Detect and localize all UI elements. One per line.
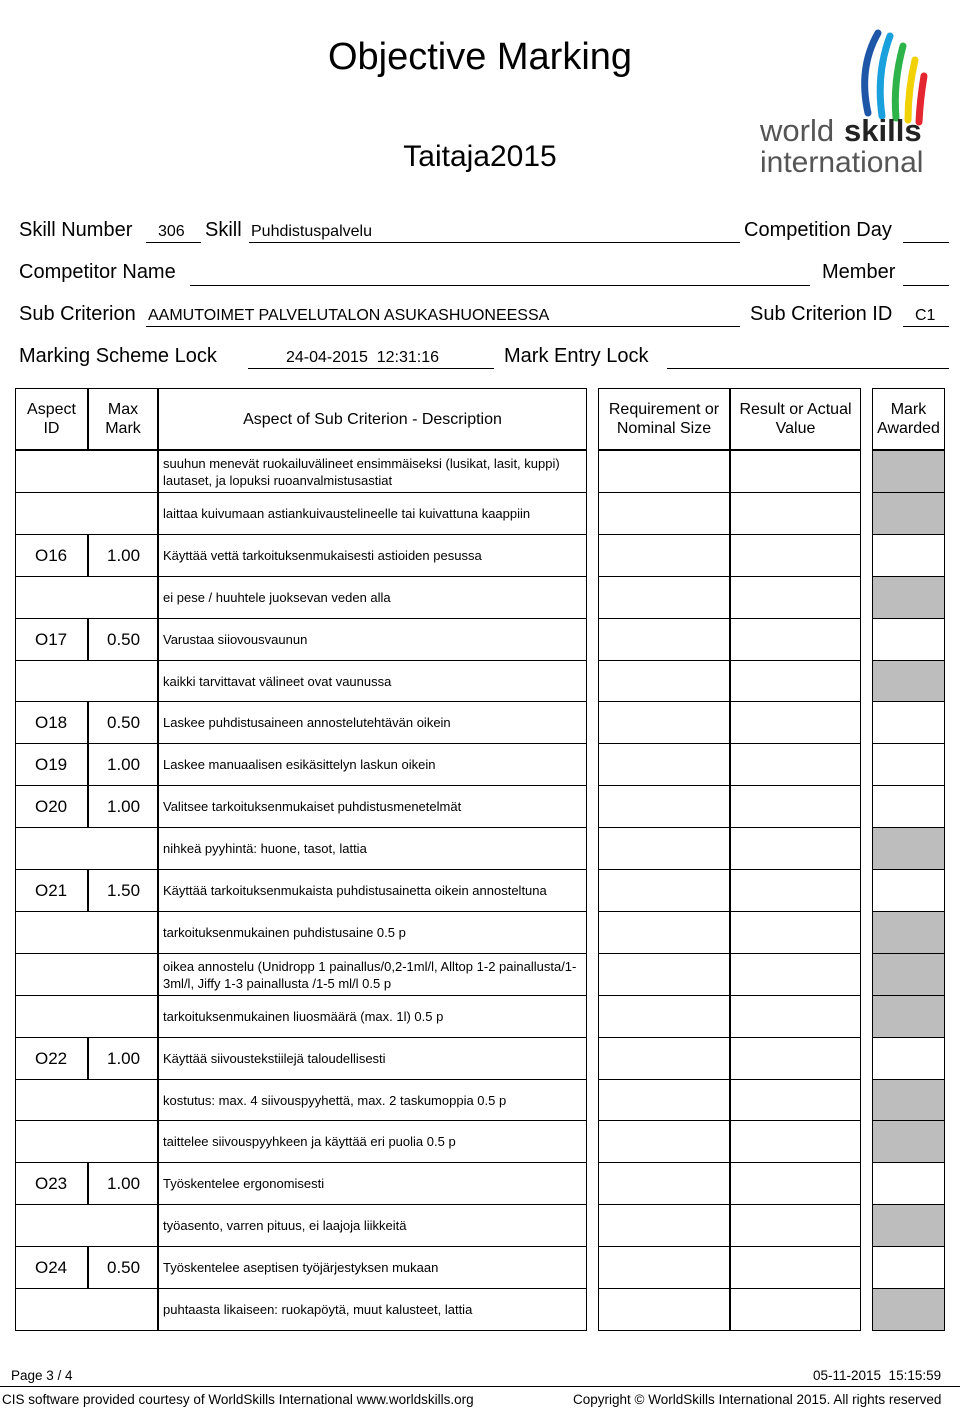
description-text: Käyttää vettä tarkoituksenmukaisesti astioiden pesussa xyxy=(163,548,482,563)
max-mark: 1.00 xyxy=(107,1049,141,1068)
requirement-cell[interactable] xyxy=(598,576,730,619)
result-cell[interactable] xyxy=(730,450,861,493)
max-mark-cell xyxy=(88,743,158,786)
aspect-id-cell xyxy=(15,995,88,1038)
aspect-id-cell xyxy=(15,492,88,535)
max-mark: 1.00 xyxy=(107,797,141,816)
requirement-cell[interactable] xyxy=(598,450,730,493)
mark-awarded-cell[interactable] xyxy=(872,1162,945,1205)
sub-criterion-value: AAMUTOIMET PALVELUTALON ASUKASHUONEESSA xyxy=(148,307,550,324)
result-cell[interactable] xyxy=(730,492,861,535)
description-text: Valitsee tarkoituksenmukaiset puhdistusmenetelmät xyxy=(163,799,462,814)
result-cell[interactable] xyxy=(730,953,861,996)
max-mark: 1.00 xyxy=(107,546,141,565)
page-title: Objective Marking xyxy=(327,36,633,78)
requirement-cell[interactable] xyxy=(598,1037,730,1080)
mark-awarded-cell xyxy=(872,450,945,493)
page-number: Page 3 / 4 xyxy=(11,1368,73,1383)
description-text: oikea annostelu (Unidropp 1 painallus/0,2-1ml/l, Alltop 1-2 painallusta/1-3ml/l, Jiffy 1-3 painallusta /1-5 ml/l 0.5 p xyxy=(163,958,577,991)
description-cell xyxy=(158,1204,587,1247)
aspect-id-cell xyxy=(15,1120,88,1163)
description-text: kaikki tarvittavat välineet ovat vaunussa xyxy=(163,673,392,689)
col-description: Aspect of Sub Criterion - Description xyxy=(158,388,587,450)
result-cell[interactable] xyxy=(730,1288,861,1331)
result-cell[interactable] xyxy=(730,701,861,744)
max-mark-cell xyxy=(88,953,158,996)
result-cell[interactable] xyxy=(730,827,861,870)
description-cell xyxy=(158,827,587,870)
max-mark-cell xyxy=(88,660,158,702)
result-cell[interactable] xyxy=(730,911,861,954)
description-cell xyxy=(158,869,587,912)
max-mark-cell xyxy=(88,1288,158,1331)
result-cell[interactable] xyxy=(730,743,861,786)
description-cell xyxy=(158,953,587,996)
max-mark-cell xyxy=(88,1120,158,1163)
mark-entry-lock-field xyxy=(667,368,949,369)
aspect-id-cell xyxy=(15,1162,88,1205)
mark-awarded-cell xyxy=(872,827,945,870)
description-cell xyxy=(158,618,587,661)
col-result: Result or Actual Value xyxy=(730,388,861,450)
max-mark: 1.00 xyxy=(107,1174,141,1193)
description-text: ei pese / huuhtele juoksevan veden alla xyxy=(163,590,391,605)
result-cell[interactable] xyxy=(730,1079,861,1121)
mark-awarded-cell[interactable] xyxy=(872,785,945,828)
requirement-cell[interactable] xyxy=(598,1120,730,1163)
aspect-id: O18 xyxy=(35,713,68,732)
description-cell xyxy=(158,450,587,493)
aspect-id-cell xyxy=(15,869,88,912)
requirement-cell[interactable] xyxy=(598,995,730,1038)
result-cell[interactable] xyxy=(730,534,861,577)
aspect-id-cell xyxy=(15,534,88,577)
requirement-cell[interactable] xyxy=(598,827,730,870)
col-max-mark: Max Mark xyxy=(88,388,158,450)
requirement-cell[interactable] xyxy=(598,1079,730,1121)
aspect-id-cell xyxy=(15,618,88,661)
description-text: taittelee siivouspyyhkeen ja käyttää eri puolia 0.5 p xyxy=(163,1134,456,1149)
mark-awarded-cell[interactable] xyxy=(872,701,945,744)
description-text: Työskentelee ergonomisesti xyxy=(163,1176,325,1191)
description-text: Työskentelee aseptisen työjärjestyksen mukaan xyxy=(163,1260,439,1275)
aspect-id-cell xyxy=(15,450,88,493)
mark-awarded-cell xyxy=(872,660,945,702)
description-cell xyxy=(158,576,587,619)
aspect-id-cell xyxy=(15,576,88,619)
competition-day-label: Competition Day xyxy=(744,219,892,241)
mark-awarded-cell xyxy=(872,1079,945,1121)
max-mark: 0.50 xyxy=(107,630,141,649)
worldskills-logo-icon xyxy=(758,28,938,178)
result-cell[interactable] xyxy=(730,995,861,1038)
col-requirement: Requirement or Nominal Size xyxy=(598,388,730,450)
competitor-name-label: Competitor Name xyxy=(19,261,176,283)
logo-international: international xyxy=(760,146,924,178)
max-mark-cell xyxy=(88,869,158,912)
competition-name: Taitaja2015 xyxy=(403,140,557,173)
aspect-id-cell xyxy=(15,1079,88,1121)
description-text: Käyttää siivoustekstiilejä taloudellisesti xyxy=(163,1051,386,1066)
skill-number-value: 306 xyxy=(158,223,185,240)
aspect-id: O20 xyxy=(35,797,68,816)
description-cell xyxy=(158,1246,587,1289)
description-text: tarkoituksenmukainen liuosmäärä (max. 1l) 0.5 p xyxy=(163,1009,444,1024)
requirement-cell[interactable] xyxy=(598,743,730,786)
max-mark: 1.50 xyxy=(107,881,141,900)
description-cell xyxy=(158,1162,587,1205)
description-cell xyxy=(158,701,587,744)
member-label: Member xyxy=(822,261,896,283)
aspect-id: O22 xyxy=(35,1049,68,1068)
requirement-cell[interactable] xyxy=(598,618,730,661)
mark-awarded-cell[interactable] xyxy=(872,534,945,577)
max-mark-cell xyxy=(88,492,158,535)
requirement-cell[interactable] xyxy=(598,953,730,996)
description-text: Laskee manuaalisen esikäsittelyn laskun oikein xyxy=(163,757,436,772)
description-cell xyxy=(158,492,587,535)
max-mark: 1.00 xyxy=(107,755,141,774)
skill-number-label: Skill Number xyxy=(19,219,133,241)
col-mark-awarded: Mark Awarded xyxy=(872,388,945,450)
description-text: laittaa kuivumaan astiankuivaustelineelle tai kuivattuna kaappiin xyxy=(163,506,531,521)
aspect-id: O17 xyxy=(35,630,68,649)
max-mark: 0.50 xyxy=(107,1258,141,1277)
result-cell[interactable] xyxy=(730,785,861,828)
sub-criterion-id-label: Sub Criterion ID xyxy=(750,303,893,325)
aspect-id-cell xyxy=(15,701,88,744)
aspect-id-cell xyxy=(15,1204,88,1247)
aspect-id-cell xyxy=(15,660,88,702)
max-mark-cell xyxy=(88,1162,158,1205)
competition-day-field xyxy=(903,242,949,243)
aspect-id: O21 xyxy=(35,881,68,900)
result-cell[interactable] xyxy=(730,1204,861,1247)
mark-awarded-cell xyxy=(872,1288,945,1331)
description-text: puhtaasta likaiseen: ruokapöytä, muut kalusteet, lattia xyxy=(163,1302,473,1317)
max-mark-cell xyxy=(88,450,158,493)
sub-criterion-label: Sub Criterion xyxy=(19,303,136,325)
description-cell xyxy=(158,1037,587,1080)
mark-awarded-cell[interactable] xyxy=(872,869,945,912)
aspect-id-cell xyxy=(15,953,88,996)
description-text: työasento, varren pituus, ei laajoja liikkeitä xyxy=(163,1218,407,1233)
aspect-id-cell xyxy=(15,1288,88,1331)
aspect-id-cell xyxy=(15,911,88,954)
result-cell[interactable] xyxy=(730,660,861,702)
description-text: Käyttää tarkoituksenmukaista puhdistusainetta oikein annosteltuna xyxy=(163,883,547,898)
mark-awarded-cell xyxy=(872,911,945,954)
requirement-cell[interactable] xyxy=(598,911,730,954)
requirement-cell[interactable] xyxy=(598,1162,730,1205)
requirement-cell[interactable] xyxy=(598,869,730,912)
result-cell[interactable] xyxy=(730,1120,861,1163)
description-cell xyxy=(158,1288,587,1331)
aspect-id-cell xyxy=(15,827,88,870)
result-cell[interactable] xyxy=(730,1246,861,1289)
requirement-cell[interactable] xyxy=(598,785,730,828)
requirement-cell[interactable] xyxy=(598,534,730,577)
description-cell xyxy=(158,911,587,954)
mark-awarded-cell xyxy=(872,995,945,1038)
competitor-name-field xyxy=(190,285,810,286)
requirement-cell[interactable] xyxy=(598,1288,730,1331)
requirement-cell[interactable] xyxy=(598,1246,730,1289)
mark-awarded-cell xyxy=(872,492,945,535)
marking-scheme-lock-label: Marking Scheme Lock xyxy=(19,345,217,367)
description-text: Varustaa siiovousvaunun xyxy=(163,632,308,647)
max-mark-cell xyxy=(88,785,158,828)
description-text: tarkoituksenmukainen puhdistusaine 0.5 p xyxy=(163,925,406,940)
requirement-cell[interactable] xyxy=(598,1204,730,1247)
max-mark-cell xyxy=(88,995,158,1038)
mark-awarded-cell xyxy=(872,1204,945,1247)
description-cell xyxy=(158,785,587,828)
description-text: suuhun menevät ruokailuvälineet ensimmäiseksi (lusikat, lasit, kuppi) lautaset, ja lopuksi ruoanvalmistusastiat xyxy=(163,455,560,488)
skill-name-value: Puhdistuspalvelu xyxy=(251,223,372,240)
description-cell xyxy=(158,1120,587,1163)
mark-awarded-cell[interactable] xyxy=(872,618,945,661)
max-mark-cell xyxy=(88,701,158,744)
aspect-id-cell xyxy=(15,1246,88,1289)
mark-awarded-cell xyxy=(872,953,945,996)
aspect-id-cell xyxy=(15,1037,88,1080)
max-mark-cell xyxy=(88,1204,158,1247)
description-cell xyxy=(158,743,587,786)
skill-label: Skill xyxy=(205,219,242,241)
mark-awarded-cell xyxy=(872,576,945,619)
max-mark-cell xyxy=(88,1079,158,1121)
max-mark-cell xyxy=(88,534,158,577)
mark-awarded-cell[interactable] xyxy=(872,1037,945,1080)
mark-entry-lock-label: Mark Entry Lock xyxy=(504,345,649,367)
member-field xyxy=(903,285,949,286)
aspect-id: O24 xyxy=(35,1258,68,1277)
requirement-cell[interactable] xyxy=(598,701,730,744)
aspect-id-cell xyxy=(15,743,88,786)
col-aspect-id: Aspect ID xyxy=(15,388,88,450)
description-text: nihkeä pyyhintä: huone, tasot, lattia xyxy=(163,841,367,856)
software-credit: CIS software provided courtesy of WorldSkills International www.worldskills.org xyxy=(2,1392,474,1407)
aspect-id: O16 xyxy=(35,546,68,565)
result-cell[interactable] xyxy=(730,869,861,912)
sub-criterion-id-value: C1 xyxy=(915,307,936,324)
aspect-id: O23 xyxy=(35,1174,68,1193)
copyright: Copyright © WorldSkills International 2015. All rights reserved xyxy=(573,1392,942,1407)
description-cell xyxy=(158,660,587,702)
aspect-id-cell xyxy=(15,785,88,828)
footer-timestamp: 05-11-2015 15:15:59 xyxy=(813,1368,942,1383)
max-mark-cell xyxy=(88,618,158,661)
marking-scheme-lock-value: 24-04-2015 12:31:16 xyxy=(286,349,440,366)
requirement-cell[interactable] xyxy=(598,660,730,702)
max-mark-cell xyxy=(88,1037,158,1080)
mark-awarded-cell[interactable] xyxy=(872,1246,945,1289)
max-mark-cell xyxy=(88,576,158,619)
description-text: Laskee puhdistusaineen annostelutehtävän oikein xyxy=(163,715,451,730)
max-mark: 0.50 xyxy=(107,713,141,732)
mark-awarded-cell xyxy=(872,1120,945,1163)
requirement-cell[interactable] xyxy=(598,492,730,535)
max-mark-cell xyxy=(88,911,158,954)
description-cell xyxy=(158,995,587,1038)
max-mark-cell xyxy=(88,1246,158,1289)
result-cell[interactable] xyxy=(730,618,861,661)
max-mark-cell xyxy=(88,827,158,870)
logo-world: world xyxy=(760,113,835,148)
description-cell xyxy=(158,534,587,577)
description-cell xyxy=(158,1079,587,1121)
result-cell[interactable] xyxy=(730,1162,861,1205)
result-cell[interactable] xyxy=(730,1037,861,1080)
logo-skills: skills xyxy=(844,113,922,148)
result-cell[interactable] xyxy=(730,576,861,619)
description-text: kostutus: max. 4 siivouspyyhettä, max. 2 taskumoppia 0.5 p xyxy=(163,1092,507,1108)
mark-awarded-cell[interactable] xyxy=(872,743,945,786)
aspect-id: O19 xyxy=(35,755,68,774)
